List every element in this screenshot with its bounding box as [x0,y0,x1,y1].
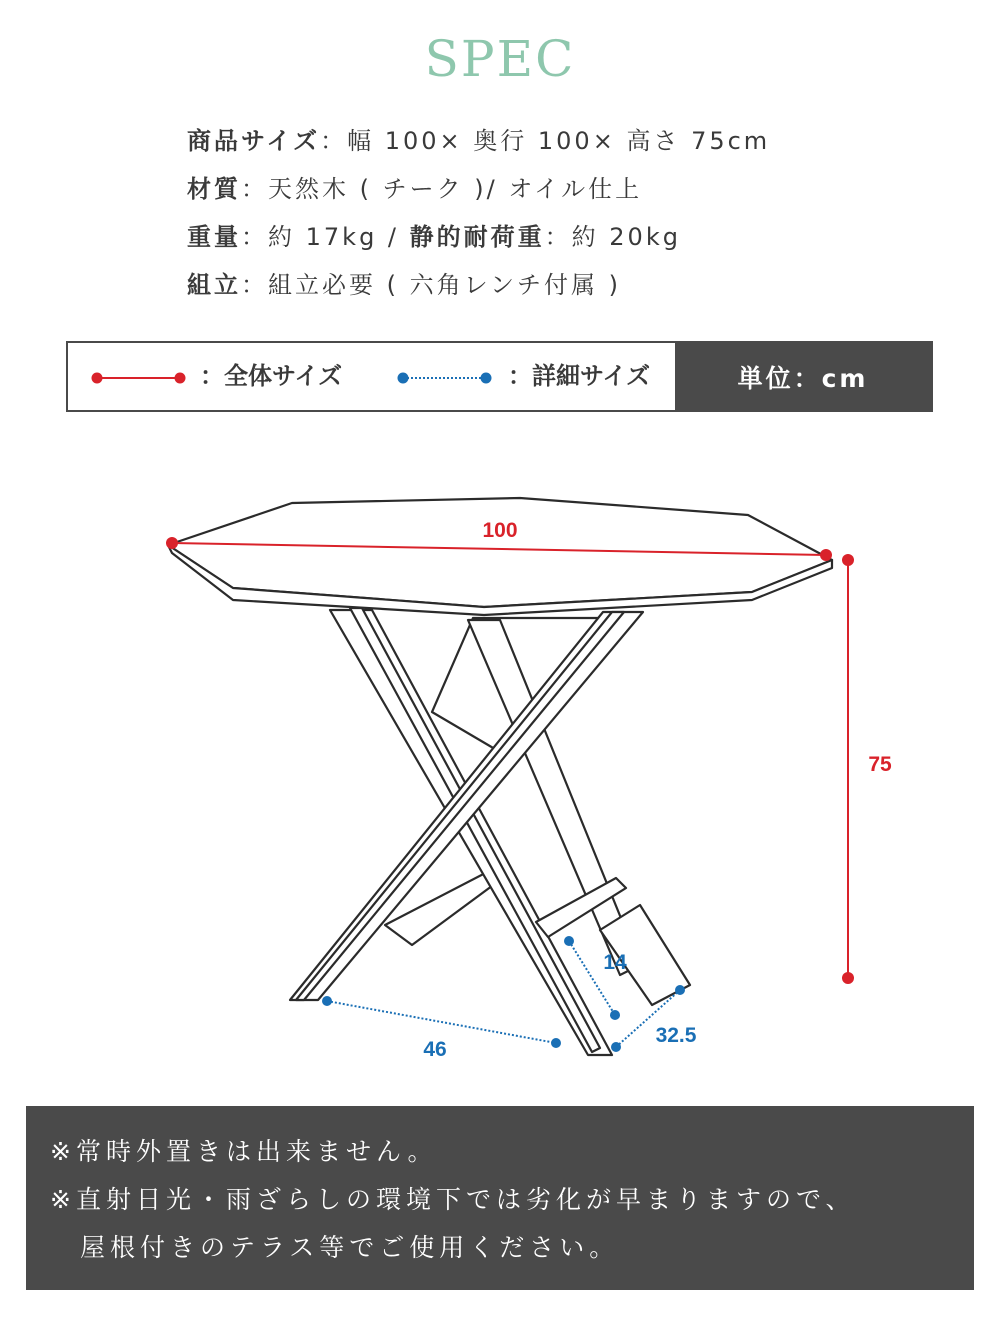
detail-size-dot-left [398,373,409,384]
base-length-dimension [322,996,561,1061]
spec-assembly-value: 組立必要 ( 六角レンチ付属 ) [268,271,622,299]
height-value: 75 [868,753,892,776]
spec-load-sep: ： [544,223,572,251]
caution-line-1: ※常時外置きは出来ません。 [50,1137,438,1166]
spec-material-sep: ： [241,175,268,203]
spec-assembly-sep: ： [241,271,268,299]
base-length-line [327,1001,556,1043]
spec-size-label: 商品サイズ [187,127,321,155]
spec-material-label: 材質 [187,175,241,203]
spec-weight [187,218,770,266]
stretcher-height-value: 14 [603,951,627,974]
spec-list [187,122,770,314]
caution-line-3: 屋根付きのテラス等でご使用ください。 [80,1233,620,1262]
legend-detail-label: ：詳細サイズ [508,362,651,390]
spec-weight-sep: ： [241,223,268,251]
base-length-dot-right [551,1038,561,1048]
spec-size-value: 幅 100× 奥行 100× 高さ 75cm [347,127,771,155]
width-value: 100 [482,519,518,542]
base-depth-dot-left [611,1042,621,1052]
height-dot-top [842,554,854,566]
width-dot-left [166,537,178,549]
spec-weight-value: 約 17kg / [268,223,410,251]
legend-box [66,341,933,412]
overall-size-dot-left [92,373,103,384]
spec-assembly [187,266,770,314]
spec-weight-label: 重量 [187,223,241,251]
height-dot-bottom [842,972,854,984]
spec-load-value: 約 20kg [571,223,681,251]
table-drawing [0,440,1000,1080]
stretcher-height-dot-bottom [610,1010,620,1020]
legend-overall-label: ：全体サイズ [200,362,343,390]
detail-size-dot-right [481,373,492,384]
unit-label: 単位：cm [675,343,931,410]
spec-material-value: 天然木 ( チーク )/ オイル仕上 [268,175,643,203]
width-dot-right [820,549,832,561]
base-depth-value: 32.5 [655,1024,697,1047]
base-length-value: 46 [423,1038,447,1061]
caution-box [26,1106,974,1290]
caution-line-2: ※直射日光・雨ざらしの環境下では劣化が早まりますので、 [50,1185,856,1214]
height-dimension [842,554,892,984]
spec-size-sep: ： [320,127,348,155]
stretcher-height-dot-top [564,936,574,946]
spec-size [187,122,770,170]
base-depth-dot-right [675,985,685,995]
page-title: SPEC [424,30,576,88]
table-illustration [168,498,832,1055]
base-length-dot-left [322,996,332,1006]
spec-material [187,170,770,218]
spec-assembly-label: 組立 [187,271,241,299]
overall-size-dot-right [175,373,186,384]
spec-load-label: 静的耐荷重 [409,223,545,251]
